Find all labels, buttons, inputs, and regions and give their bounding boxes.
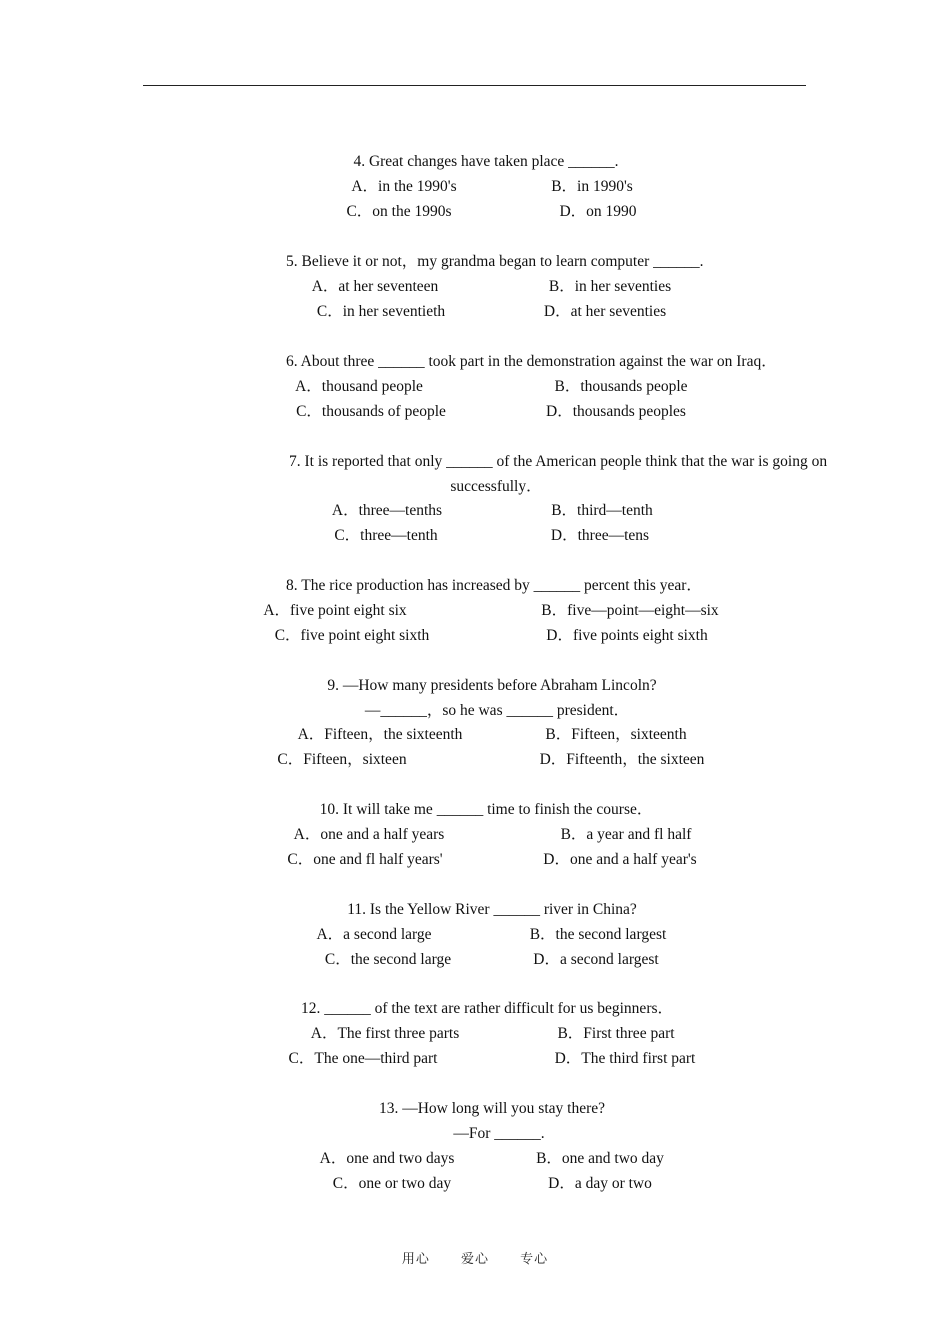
question-4-stem: 4. Great changes have taken place ______. xyxy=(353,153,619,170)
question-12-option-d: D．The third first part xyxy=(554,1050,696,1067)
question-6-option-b: B．thousands people xyxy=(554,378,688,395)
question-9-option-b: B．Fifteen，sixteenth xyxy=(545,726,687,743)
question-13-option-d: D．a day or two xyxy=(548,1175,652,1192)
question-8-option-c: C．five point eight sixth xyxy=(274,627,430,644)
question-8-stem: 8. The rice production has increased by ______ percent this year． xyxy=(286,577,702,594)
question-12-option-c: C．The one—third part xyxy=(288,1050,438,1067)
question-10-option-a: A．one and a half years xyxy=(293,826,445,843)
question-7-option-c: C．three—tenth xyxy=(334,527,438,544)
question-8-option-d: D．five points eight sixth xyxy=(546,627,708,644)
question-7-stem: 7. It is reported that only ______ of the American people think that the war is going on xyxy=(289,453,828,470)
question-13-option-c: C．one or two day xyxy=(332,1175,452,1192)
question-6-option-a: A．thousand people xyxy=(295,378,423,395)
question-9-option-d: D．Fifteenth，the sixteen xyxy=(539,751,705,768)
question-4-option-c: C．on the 1990s xyxy=(346,203,452,220)
question-4-option-a: A．in the 1990's xyxy=(351,178,457,195)
question-13-stem: 13. —How long will you stay there? xyxy=(378,1100,605,1117)
question-7-stem-continued: successfully． xyxy=(450,478,542,495)
footer-word-3: 专心 xyxy=(520,1252,549,1267)
question-11-option-a: A．a second large xyxy=(316,926,432,943)
page-footer xyxy=(0,1248,950,1267)
question-5-option-a: A．at her seventeen xyxy=(311,278,439,295)
question-13-option-a: A．one and two days xyxy=(319,1150,455,1167)
question-13-stem-continued: —For ______. xyxy=(453,1125,545,1142)
footer-word-2: 爱心 xyxy=(460,1252,489,1267)
question-4-option-b: B．in 1990's xyxy=(551,178,633,195)
question-11-option-d: D．a second largest xyxy=(533,951,659,968)
question-5-option-d: D．at her seventies xyxy=(543,303,667,320)
footer-word-1: 用心 xyxy=(401,1252,430,1267)
question-8-option-a: A．five point eight six xyxy=(263,602,407,619)
question-9-stem-continued: —______，so he was ______ president． xyxy=(364,702,630,719)
question-11-option-b: B．the second largest xyxy=(529,926,667,943)
question-5-option-c: C．in her seventieth xyxy=(316,303,446,320)
question-7-option-b: B．third—tenth xyxy=(551,502,653,519)
question-6-stem: 6. About three ______ took part in the demonstration against the war on Iraq． xyxy=(286,353,777,370)
question-6-option-c: C．thousands of people xyxy=(296,403,446,420)
question-4-option-d: D．on 1990 xyxy=(559,203,637,220)
question-12-option-b: B．First three part xyxy=(557,1025,675,1042)
question-12-stem: 12. ______ of the text are rather difficult for us beginners． xyxy=(300,1000,674,1017)
question-7-option-a: A．three—tenths xyxy=(331,502,443,519)
question-5-stem: 5. Believe it or not，my grandma began to learn computer ______. xyxy=(286,253,704,270)
question-6-option-d: D．thousands peoples xyxy=(546,403,686,420)
question-7-option-d: D．three—tens xyxy=(550,527,650,544)
question-10-option-c: C．one and fl half years' xyxy=(287,851,443,868)
question-8-option-b: B．five—point—eight—six xyxy=(541,602,719,619)
question-11-stem: 11. Is the Yellow River ______ river in China? xyxy=(347,901,637,918)
question-10-option-d: D．one and a half year's xyxy=(543,851,697,868)
question-9-stem: 9. —How many presidents before Abraham Lincoln? xyxy=(327,677,657,694)
question-10-option-b: B．a year and fl half xyxy=(560,826,692,843)
question-12-option-a: A．The first three parts xyxy=(310,1025,460,1042)
question-9-option-a: A．Fifteen，the sixteenth xyxy=(297,726,463,743)
question-5-option-b: B．in her seventies xyxy=(548,278,672,295)
question-11-option-c: C．the second large xyxy=(324,951,452,968)
question-9-option-c: C．Fifteen，sixteen xyxy=(277,751,407,768)
question-13-option-b: B．one and two day xyxy=(536,1150,664,1167)
question-10-stem: 10. It will take me ______ time to finish the course． xyxy=(319,801,653,818)
